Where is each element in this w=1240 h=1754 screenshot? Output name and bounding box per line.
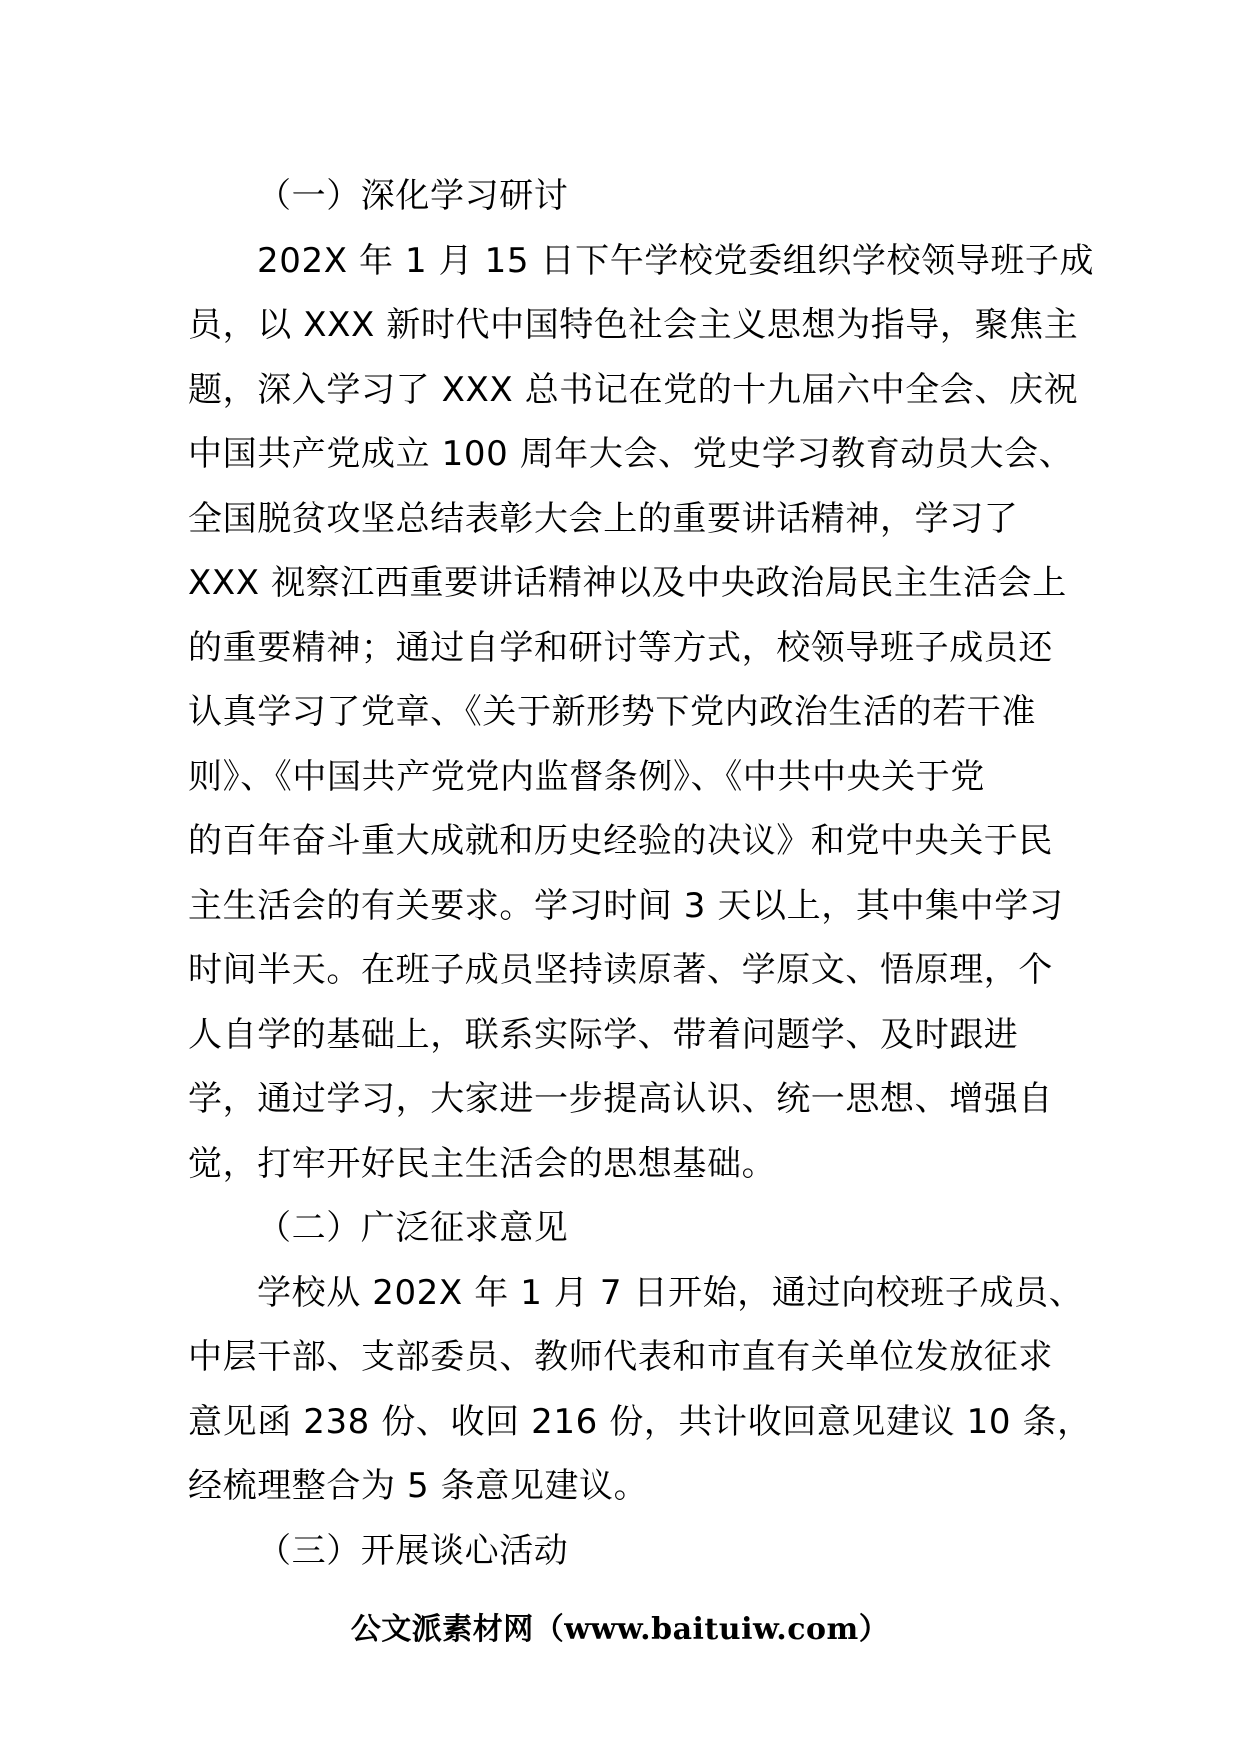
paragraph-line: 学，通过学习，大家进一步提高认识、统一思想、增强自 (188, 1079, 1053, 1119)
paragraph-line: 的百年奋斗重大成就和历史经验的决议》和党中央关于民 (188, 821, 1053, 861)
paragraph-line: 题，深入学习了 XXX 总书记在党的十九届六中全会、庆祝 (188, 369, 1079, 410)
paragraph-line: 认真学习了党章、《关于新形势下党内政治生活的若干准 (188, 692, 1036, 732)
paragraph-line: 意见函 238 份、收回 216 份，共计收回意见建议 10 条， (188, 1401, 1092, 1442)
paragraph-line: 则》、《中国共产党党内监督条例》、《中共中央关于党 (188, 756, 985, 797)
paragraph-line: 全国脱贫攻坚总结表彰大会上的重要讲话精神，学习了 (188, 498, 1019, 539)
paragraph-line: 经梳理整合为 5 条意见建议。 (188, 1466, 649, 1506)
paragraph-line: 觉，打牢开好民主生活会的思想基础。 (188, 1143, 777, 1184)
document-body (188, 164, 1095, 1583)
paragraph-line: XXX 视察江西重要讲话精神以及中央政治局民主生活会上 (188, 563, 1067, 603)
section-heading-2: （二）广泛征求意见 (257, 1208, 569, 1248)
section-heading-3: （三）开展谈心活动 (257, 1530, 569, 1571)
paragraph-line: 202X 年 1 月 15 日下午学校党委组织学校领导班子成 (257, 240, 1095, 281)
section-heading-1: （一）深化学习研讨 (257, 176, 569, 216)
footer-watermark: 公文派素材网（www.baituiw.com） (350, 1612, 890, 1647)
paragraph-line: 人自学的基础上，联系实际学、带着问题学、及时跟进 (188, 1014, 1019, 1055)
paragraph-line: 主生活会的有关要求。学习时间 3 天以上，其中集中学习 (188, 885, 1064, 926)
paragraph-line: 的重要精神；通过自学和研讨等方式，校领导班子成员还 (188, 627, 1053, 668)
paragraph-line: 中层干部、支部委员、教师代表和市直有关单位发放征求 (188, 1337, 1053, 1377)
paragraph-line: 员，以 XXX 新时代中国特色社会主义思想为指导，聚焦主 (188, 305, 1079, 345)
paragraph-line: 学校从 202X 年 1 月 7 日开始，通过向校班子成员、 (257, 1272, 1084, 1313)
paragraph-line: 时间半天。在班子成员坚持读原著、学原文、悟原理，个 (188, 950, 1053, 990)
paragraph-line: 中国共产党成立 100 周年大会、党史学习教育动员大会、 (188, 434, 1074, 474)
